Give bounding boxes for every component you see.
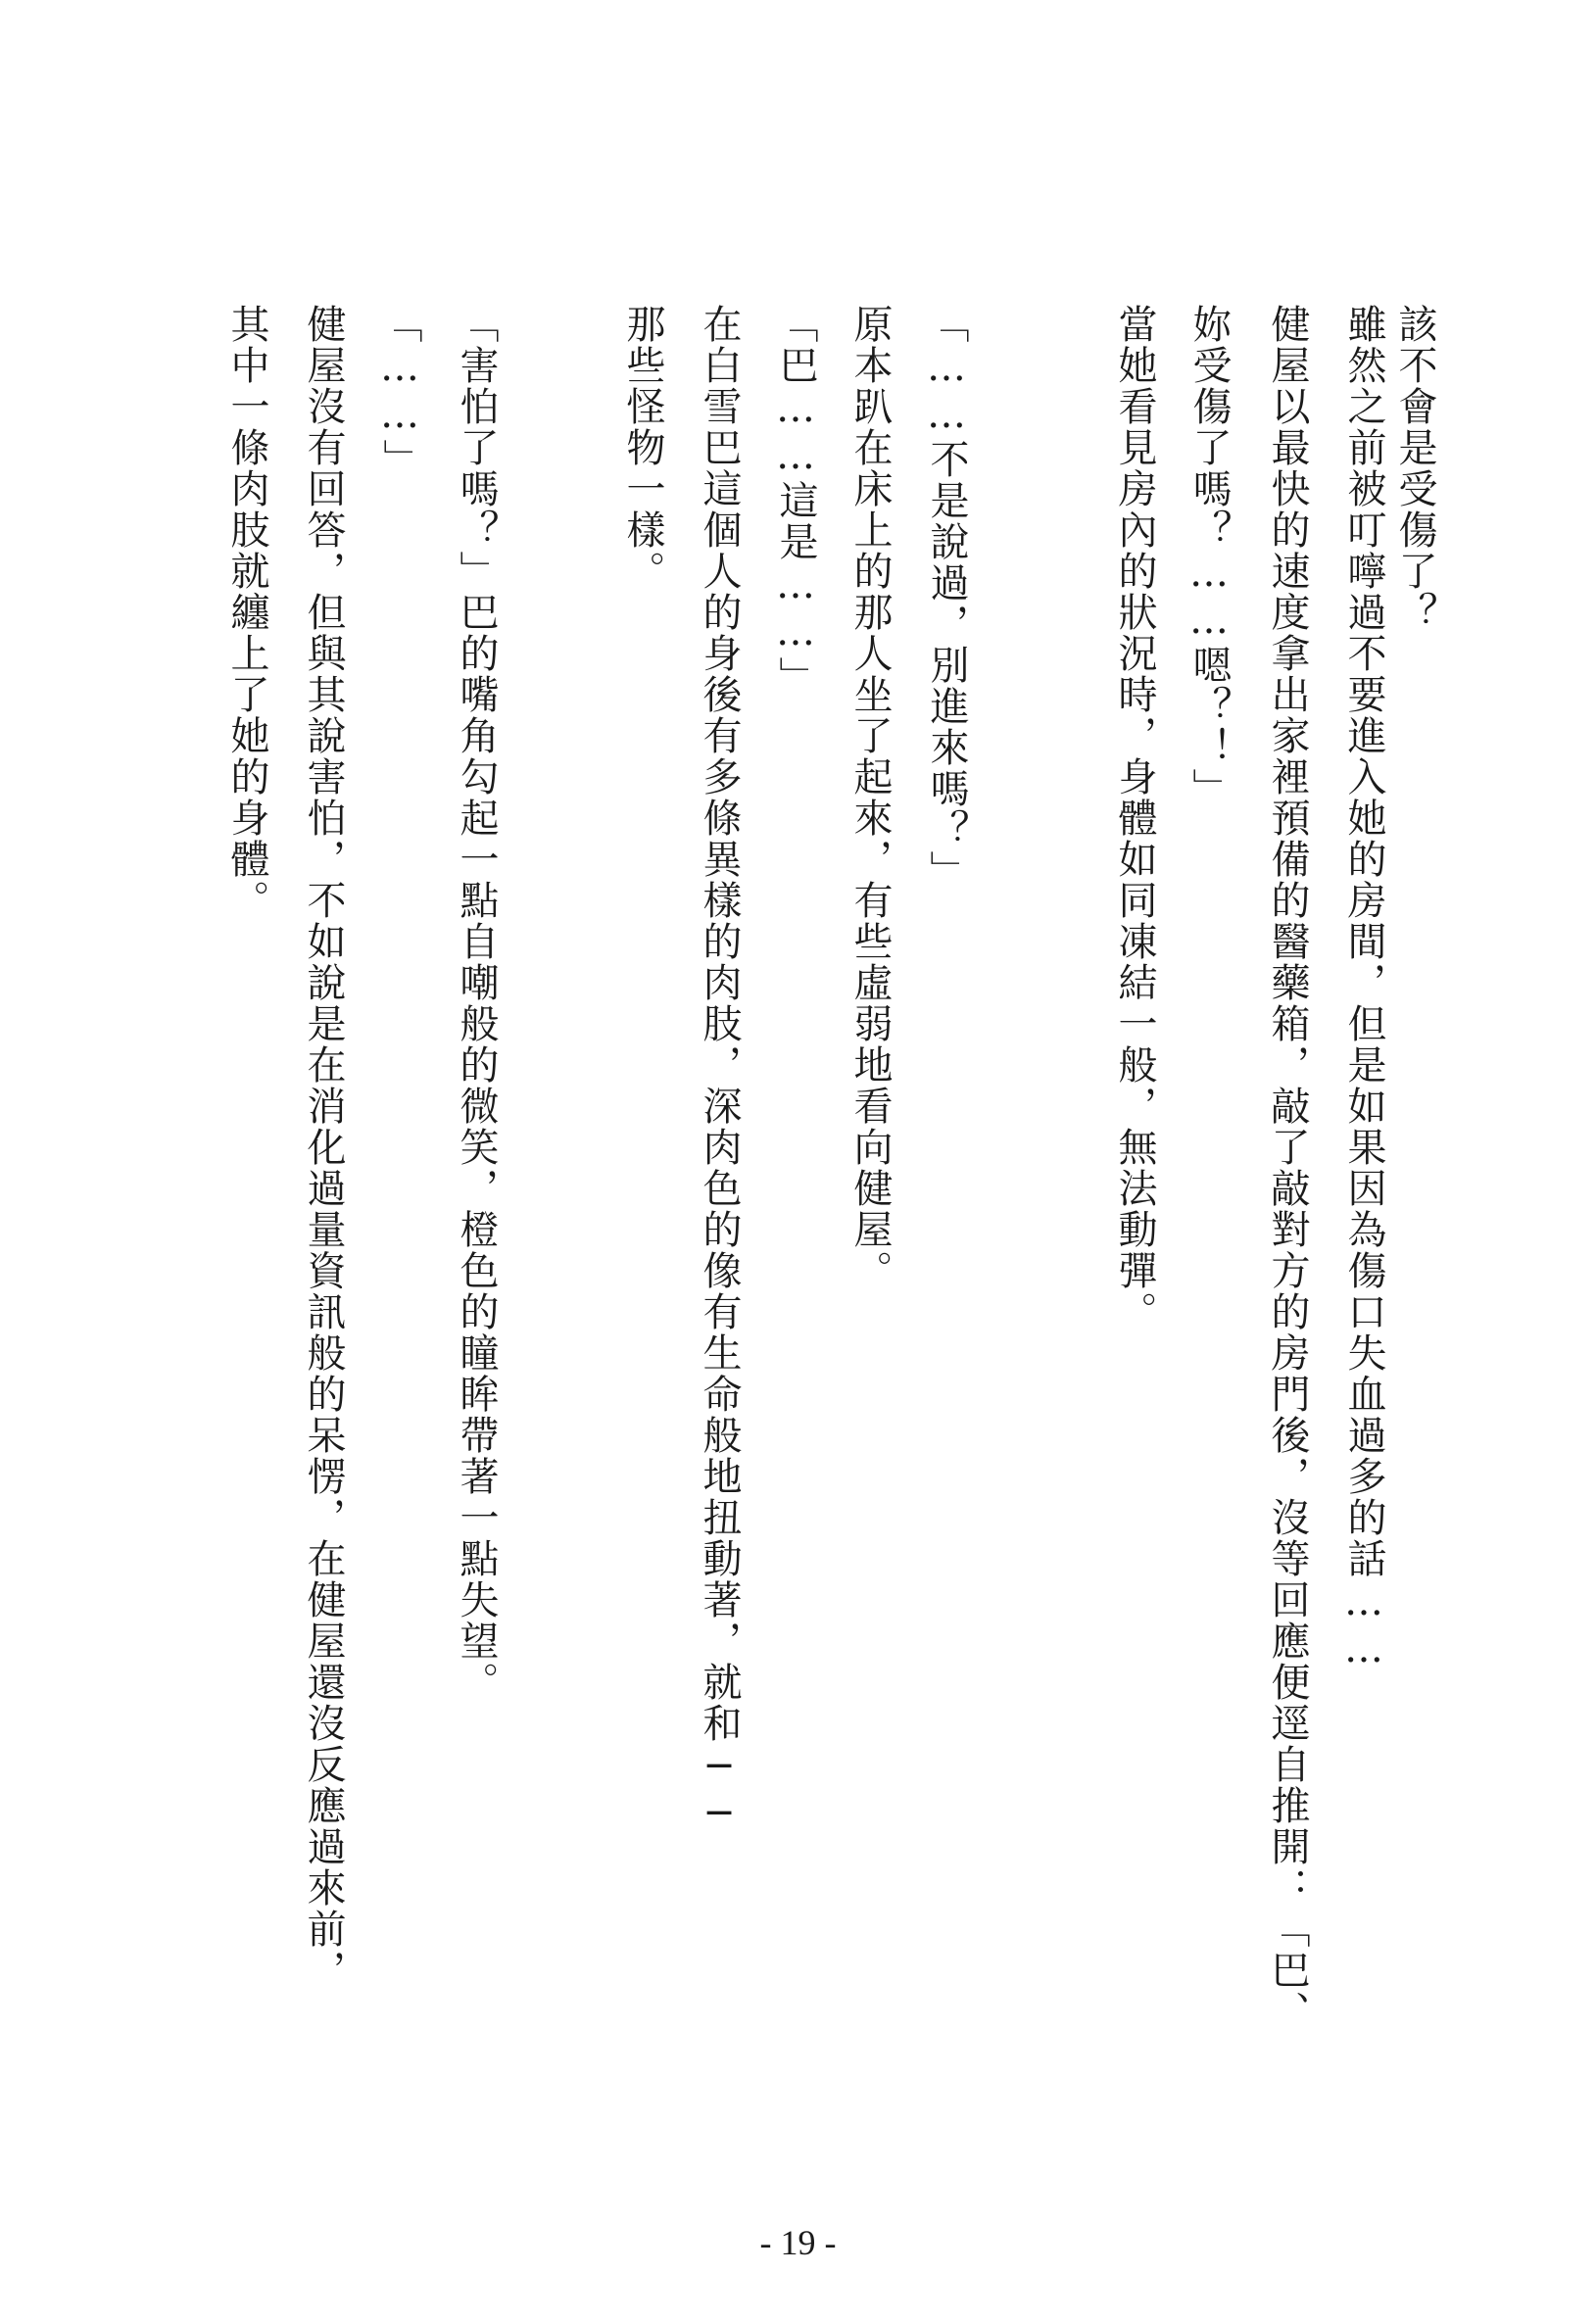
text-line: 雖然之前被叮嚀過不要進入她的房間，但是如果因為傷口失血過多的話…… — [1341, 304, 1386, 1673]
text-line: 「……」 — [377, 304, 422, 480]
text-line: 其中一條肉肢就纏上了她的身體。 — [224, 304, 269, 921]
text-line: 「巴……這是……」 — [773, 304, 818, 698]
text-line: 妳受傷了嗎？……嗯？！」 — [1186, 304, 1232, 809]
text-line: 原本趴在床上的那人坐了起來，有些虛弱地看向健屋。 — [847, 304, 893, 1291]
page-number: - 19 - — [759, 2223, 837, 2262]
text-line: 健屋以最快的速度拿出家裡預備的醫藥箱，敲了敲對方的房門後，沒等回應便逕自推開：「巴、 — [1265, 304, 1310, 2032]
text-line: 該不會是受傷了？ — [1392, 304, 1437, 633]
text-line: 健屋沒有回答，但與其說害怕，不如說是在消化過量資訊般的呆愣，在健屋還沒反應過來前， — [301, 304, 346, 1991]
text-line: 當她看見房內的狀況時，身體如同凍結一般，無法動彈。 — [1112, 304, 1157, 1332]
text-line: 那些怪物一樣。 — [620, 304, 665, 592]
text-line: 在白雪巴這個人的身後有多條異樣的肉肢，深肉色的像有生命般地扭動著，就和── — [697, 304, 742, 1838]
text-line: 「……不是說過，別進來嗎？」 — [924, 304, 969, 892]
text-line: 「害怕了嗎？」巴的嘴角勾起一點自嘲般的微笑，橙色的瞳眸帶著一點失望。 — [454, 304, 499, 1703]
